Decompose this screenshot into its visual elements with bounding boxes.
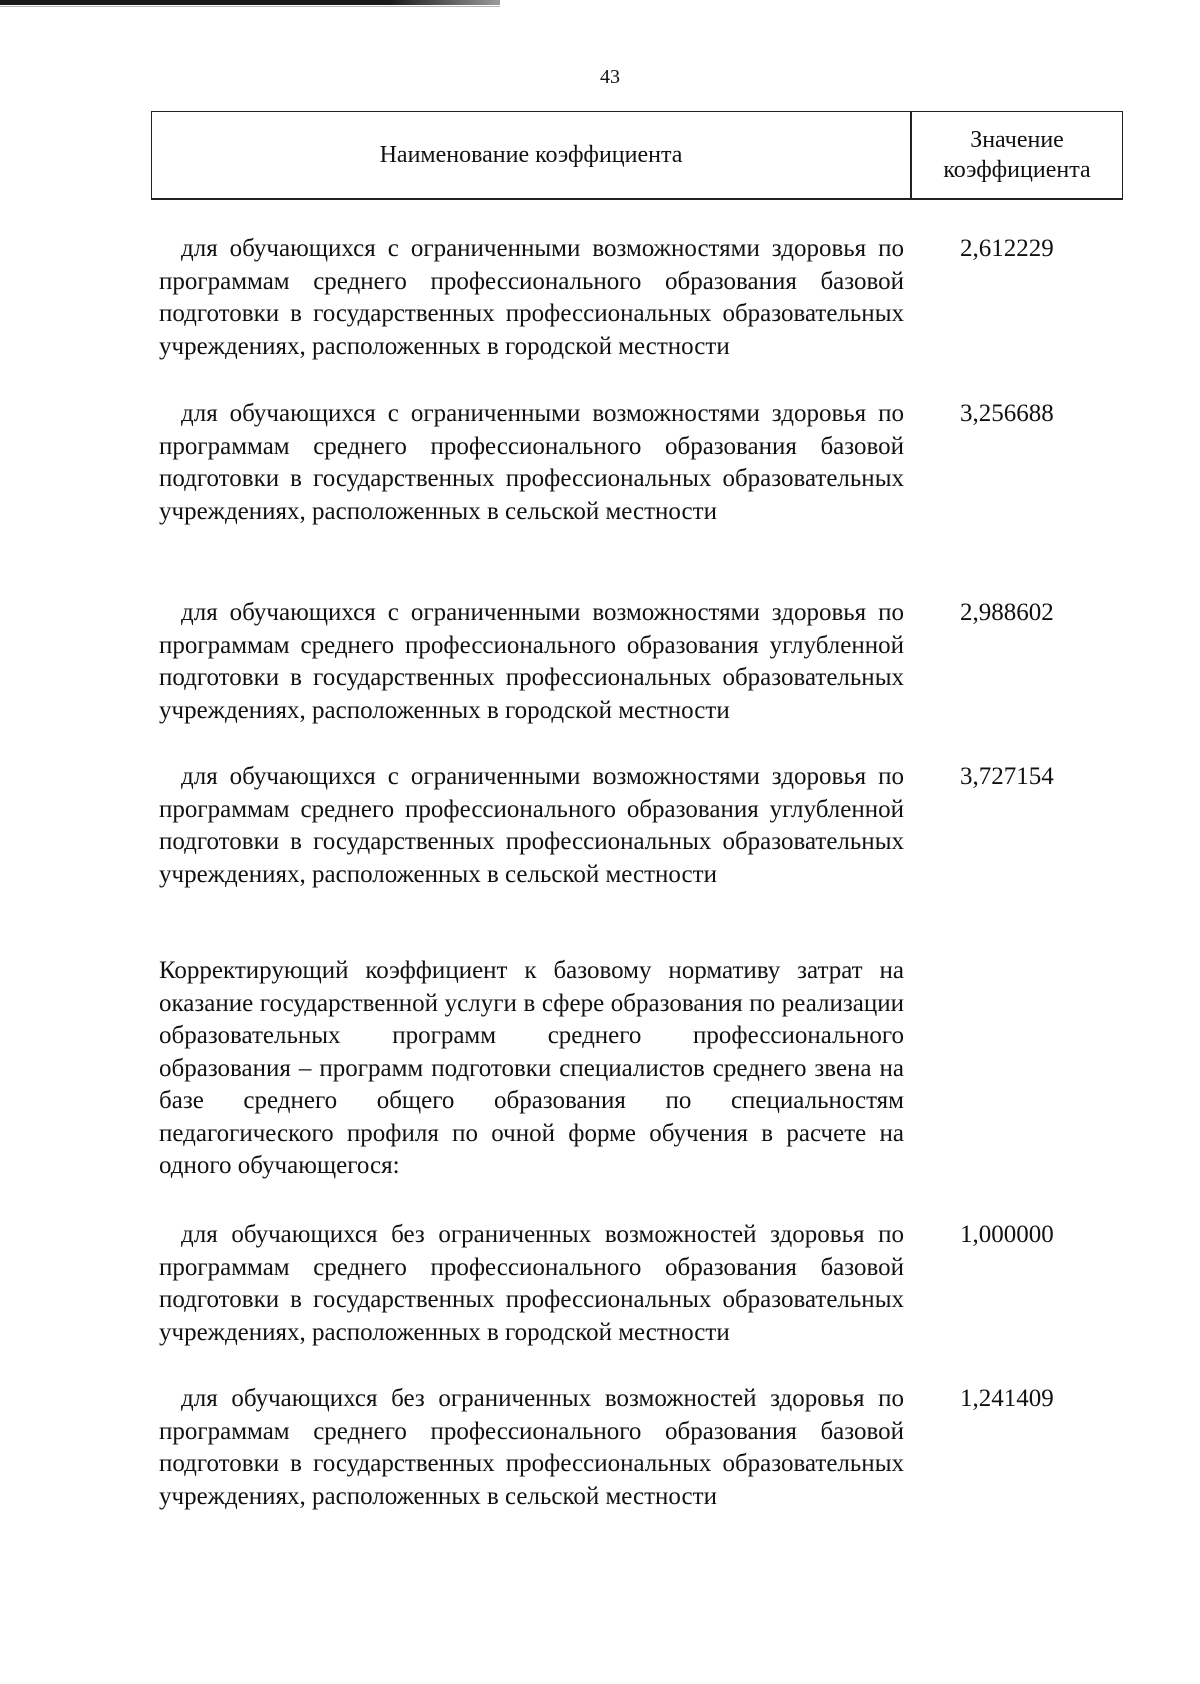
row-6-value: 1,241409 [960, 1385, 1054, 1412]
row-4-value: 3,727154 [960, 763, 1054, 790]
header-value-line1: Значение [970, 127, 1064, 153]
row-5-value: 1,000000 [960, 1221, 1054, 1248]
row-3-value: 2,988602 [960, 599, 1054, 626]
header-coefficient-value [912, 112, 1122, 198]
table-header [151, 111, 1123, 200]
page-number: 43 [600, 66, 620, 88]
row-2-text: для обучающихся с ограниченными возможностями здоровья по программам среднего профессионального образования базовой подготовки в государственных профессиональных образовательных учреждениях, расположенных в сельской местности [159, 400, 904, 525]
row-1-text: для обучающихся с ограниченными возможностями здоровья по программам среднего профессионального образования базовой подготовки в государственных профессиональных образовательных учреждениях, расположенных в городской местности [159, 235, 904, 360]
row-2-value: 3,256688 [960, 400, 1054, 427]
header-coefficient-name: Наименование коэффициента [379, 141, 683, 168]
scan-edge-mark [0, 0, 500, 5]
section-heading: Корректирующий коэффициент к базовому нормативу затрат на оказание государственной услуги в сфере образования по реализации образовательных программ среднего профессионального образования – программ подготовки специалистов среднего звена на базе среднего общего образования по специальностям педагогического профиля по очной форме обучения в расчете на одного обучающегося: [159, 957, 904, 1179]
row-1-value: 2,612229 [960, 235, 1054, 262]
scan-edge-line [0, 6, 500, 7]
row-5-text: для обучающихся без ограниченных возможностей здоровья по программам среднего профессионального образования базовой подготовки в государственных профессиональных образовательных учреждениях, расположенных в городской местности [159, 1221, 904, 1346]
row-4-text: для обучающихся с ограниченными возможностями здоровья по программам среднего профессионального образования углубленной подготовки в государственных профессиональных образовательных учреждениях, расположенных в сельской местности [159, 763, 904, 888]
row-6-text: для обучающихся без ограниченных возможностей здоровья по программам среднего профессионального образования базовой подготовки в государственных профессиональных образовательных учреждениях, расположенных в сельской местности [159, 1385, 904, 1510]
row-3-text: для обучающихся с ограниченными возможностями здоровья по программам среднего профессионального образования углубленной подготовки в государственных профессиональных образовательных учреждениях, расположенных в городской местности [159, 599, 904, 724]
header-value-line2: коэффициента [943, 157, 1091, 183]
